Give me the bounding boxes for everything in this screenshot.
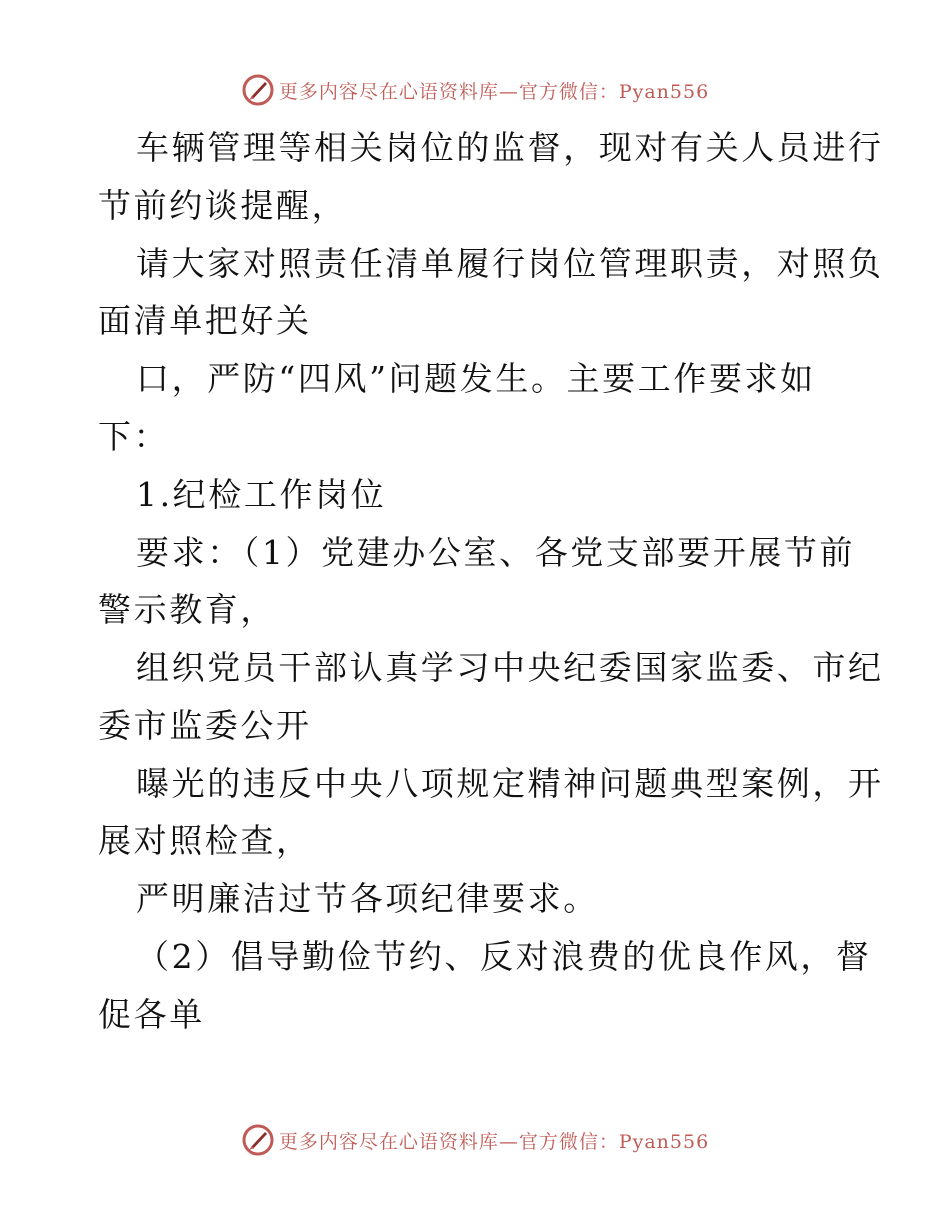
paragraph-line: 严明廉洁过节各项纪律要求。 xyxy=(136,879,599,918)
paragraph-line: 口，严防“四风”问题发生。主要工作要求如 xyxy=(136,359,816,398)
paragraph-line: 要求：（1）党建办公室、各党支部要开展节前 xyxy=(136,533,856,572)
paragraph-line: 警示教育， xyxy=(98,590,276,629)
quill-logo-icon xyxy=(241,1123,275,1157)
watermark-text: 更多内容尽在心语资料库—官方微信：Pyan556 xyxy=(278,80,710,103)
section-heading: 1.纪检工作岗位 xyxy=(136,475,387,514)
paragraph-line: （2）倡导勤俭节约、反对浪费的优良作风，督 xyxy=(136,937,872,976)
paragraph-line: 面清单把好关 xyxy=(98,301,312,340)
paragraph-line: 节前约谈提醒， xyxy=(98,186,348,225)
paragraph-line: 展对照检查， xyxy=(98,821,312,860)
watermark-footer xyxy=(0,1120,950,1160)
paragraph-line: 组织党员干部认真学习中央纪委国家监委、市纪 xyxy=(136,648,884,687)
paragraph-line: 下： xyxy=(98,417,170,456)
quill-logo-icon xyxy=(241,73,275,107)
watermark-header xyxy=(0,70,950,110)
paragraph-line: 曝光的违反中央八项规定精神问题典型案例，开 xyxy=(136,764,884,803)
paragraph-line: 车辆管理等相关岗位的监督，现对有关人员进行 xyxy=(136,128,884,167)
paragraph-line: 请大家对照责任清单履行岗位管理职责，对照负 xyxy=(136,244,884,283)
watermark-text: 更多内容尽在心语资料库—官方微信：Pyan556 xyxy=(278,1130,710,1153)
paragraph-line: 委市监委公开 xyxy=(98,706,312,745)
paragraph-line: 促各单 xyxy=(98,995,205,1034)
